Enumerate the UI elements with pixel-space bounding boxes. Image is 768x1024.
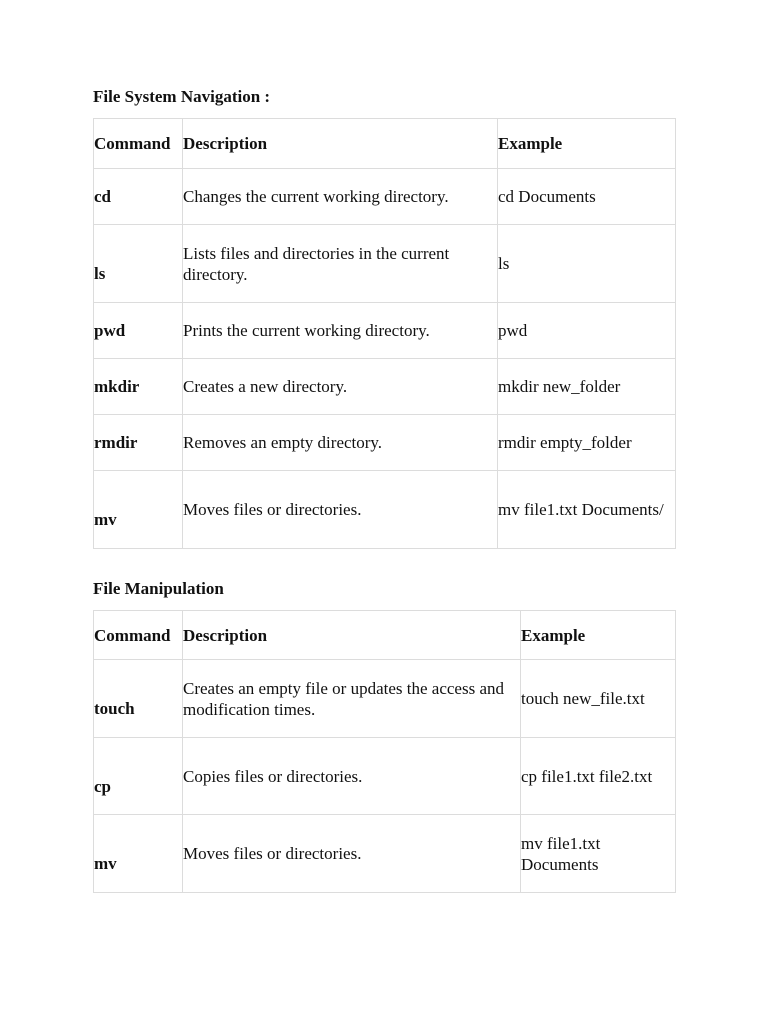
file-system-navigation-table [93,118,676,549]
example-cell: cd Documents [498,169,676,225]
command-cell: mv [94,815,183,893]
table-header-row [94,119,676,169]
table-row [94,225,676,303]
column-header-command: Command [94,119,183,169]
description-cell: Changes the current working directory. [183,169,498,225]
table-row [94,415,676,471]
column-header-example: Example [521,611,676,660]
example-cell: mkdir new_folder [498,359,676,415]
example-cell: rmdir empty_folder [498,415,676,471]
example-cell: cp file1.txt file2.txt [521,738,676,815]
column-header-example: Example [498,119,676,169]
file-manipulation-table [93,610,676,893]
table-row [94,738,676,815]
table-row [94,303,676,359]
column-header-description: Description [183,611,521,660]
command-cell: ls [94,225,183,303]
command-cell: mkdir [94,359,183,415]
example-cell: mv file1.txt Documents [521,815,676,893]
table-row [94,359,676,415]
description-cell: Moves files or directories. [183,815,521,893]
example-cell: mv file1.txt Documents/ [498,471,676,549]
command-cell: rmdir [94,415,183,471]
example-cell: touch new_file.txt [521,660,676,738]
command-cell: pwd [94,303,183,359]
section-heading-file-manipulation: File Manipulation [93,579,224,598]
description-cell: Creates an empty file or updates the access and modification times. [183,660,521,738]
command-cell: touch [94,660,183,738]
command-cell: cp [94,738,183,815]
column-header-command: Command [94,611,183,660]
description-cell: Lists files and directories in the current directory. [183,225,498,303]
example-cell: ls [498,225,676,303]
description-cell: Copies files or directories. [183,738,521,815]
table-row [94,815,676,893]
description-cell: Removes an empty directory. [183,415,498,471]
table-row [94,660,676,738]
command-cell: mv [94,471,183,549]
description-cell: Prints the current working directory. [183,303,498,359]
command-cell: cd [94,169,183,225]
table-row [94,169,676,225]
description-cell: Creates a new directory. [183,359,498,415]
description-cell: Moves files or directories. [183,471,498,549]
column-header-description: Description [183,119,498,169]
section-heading-file-system-navigation: File System Navigation : [93,87,271,106]
example-cell: pwd [498,303,676,359]
table-header-row [94,611,676,660]
table-row [94,471,676,549]
